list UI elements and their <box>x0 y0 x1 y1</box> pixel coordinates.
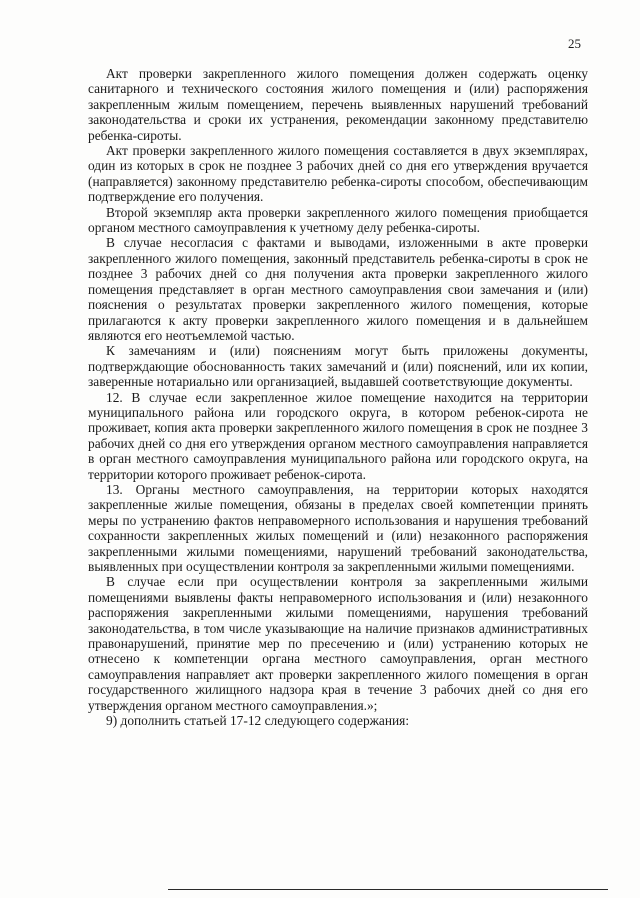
paragraph-second-copy: Второй экземпляр акта проверки закрепленного жилого помещения приобщается органом местного самоуправления к учетному делу ребенка-сироты. <box>88 204 588 236</box>
paragraph-attachments: К замечаниям и (или) пояснениям могут быть приложены документы, подтверждающие обоснованность таких замечаний и (или) пояснений, или их копии, заверенные нотариально или организацией, выдавшей соответствующие документы. <box>88 343 588 390</box>
paragraph-violations: В случае если при осуществлении контроля за закрепленными жилыми помещениями выявлены факты неправомерного использования и (или) незаконного распоряжения закрепленными жилыми помещениями, нарушения требований законодательства, в том числе указывающие на наличие признаков административных правонарушений, принятие мер по пресечению и (или) устранению которых не отнесено к компетенции органа местного самоуправления, орган местного самоуправления направляет акт проверки закрепленного жилого помещения в орган государственного жилищного надзора края в течение 3 рабочих дней со дня его утверждения органом местного самоуправления.»; <box>88 574 588 713</box>
document-body <box>88 66 588 728</box>
page-number: 25 <box>568 36 581 51</box>
paragraph-disagreement: В случае несогласия с фактами и выводами, изложенными в акте проверки закрепленного жилого помещения, законный представитель ребенка-сироты в срок не позднее 3 рабочих дней со дня получения акта проверки закрепленного жилого помещения представляет в орган местного самоуправления свои замечания и (или) пояснения о результатах проверки закрепленного жилого помещения, которые прилагаются к акту проверки закрепленного жилого помещения и в дальнейшем являются его неотъемлемой частью. <box>88 235 588 343</box>
paragraph-amendment-9: 9) дополнить статьей 17-12 следующего содержания: <box>106 713 410 729</box>
paragraph-act-contents: Акт проверки закрепленного жилого помещения должен содержать оценку санитарного и технического состояния жилого помещения и (или) распоряжения закрепленным жилым помещением, перечень выявленных нарушений требований законодательства и сроки их устранения, рекомендации законному представителю ребенка-сироты. <box>88 66 588 143</box>
paragraph-act-copies: Акт проверки закрепленного жилого помещения составляется в двух экземплярах, один из которых в срок не позднее 3 рабочих дней со дня его утверждения вручается (направляется) законному представителю ребенка-сироты способом, обеспечивающим подтверждение его получения. <box>88 143 588 205</box>
paragraph-item-12: 12. В случае если закрепленное жилое помещение находится на территории муниципального района или городского округа, в котором ребенок-сирота не проживает, копия акта проверки закрепленного жилого помещения в срок не позднее 3 рабочих дней со дня его утверждения органом местного самоуправления направляется в орган местного самоуправления муниципального района или городского округа, на территории которого проживает ребенок-сирота. <box>88 389 588 482</box>
paragraph-item-13: 13. Органы местного самоуправления, на территории которых находятся закрепленные жилые помещения, обязаны в пределах своей компетенции принять меры по устранению фактов неправомерного использования и нарушения требований сохранности закрепленных жилых помещений и (или) незаконного распоряжения закрепленными жилыми помещениями, нарушений требований законодательства, выявленных при осуществлении контроля за закрепленными жилыми помещениями. <box>88 481 588 574</box>
footer-rule <box>168 889 608 890</box>
